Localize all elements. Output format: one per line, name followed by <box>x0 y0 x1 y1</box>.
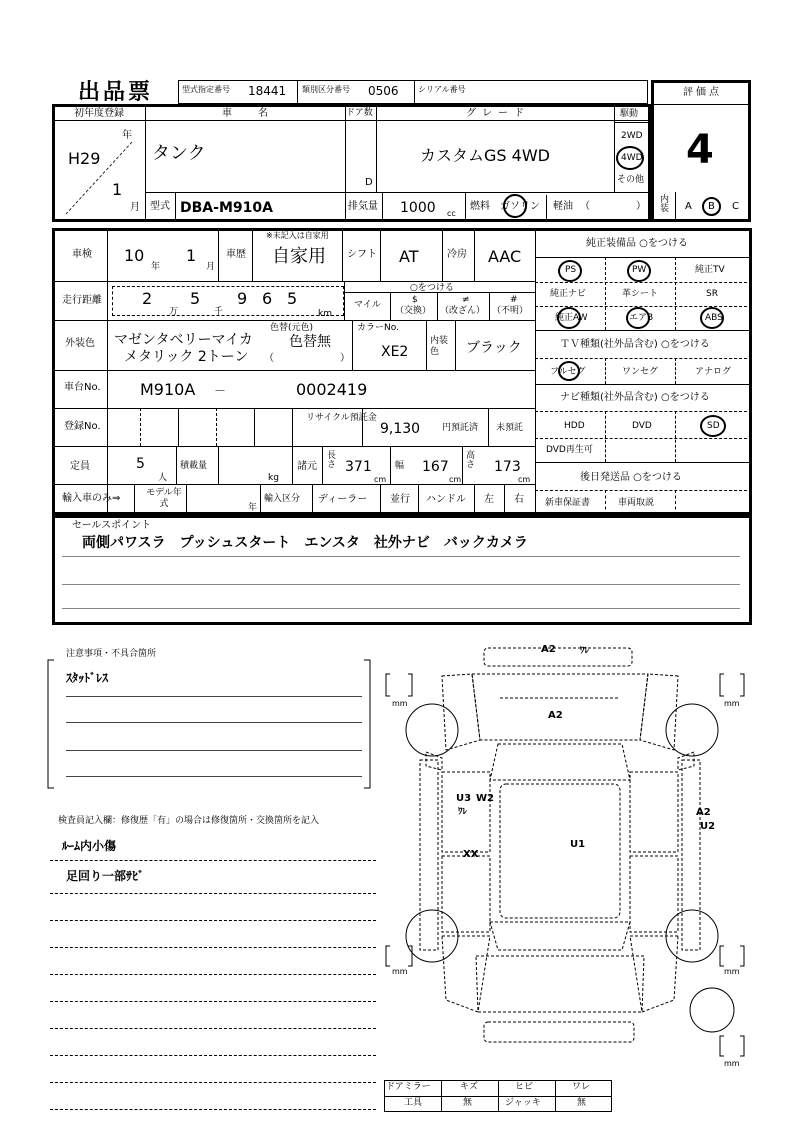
reg-year: H29 <box>68 149 101 168</box>
interior-b-circle <box>702 197 721 216</box>
mark-a2-top: A2 <box>541 644 556 655</box>
shaken-year: 10 <box>124 246 145 265</box>
model-no-label: 型式指定番号 <box>182 85 230 94</box>
mileage-digit-5: 5 <box>287 289 298 308</box>
recycle-amount: 9,130 <box>380 421 421 437</box>
reg-month: 1 <box>112 180 123 199</box>
ps-circle <box>558 260 582 282</box>
class-no: 0506 <box>368 84 399 98</box>
color-no: XE2 <box>381 344 409 360</box>
first-reg-label: 初年度登録 <box>74 108 124 119</box>
class-no-label: 類別区分番号 <box>302 85 350 94</box>
length: 371 <box>345 459 372 475</box>
pw-circle <box>627 260 651 282</box>
car-body-diagram <box>380 640 760 1080</box>
interior-color: ブラック <box>466 340 522 356</box>
mark-a2-right: A2 <box>696 807 711 818</box>
door-label: ドア数 <box>346 108 373 118</box>
ac: AAC <box>488 247 522 266</box>
chassis-prefix: M910A <box>140 380 196 399</box>
caution-text: ｽﾀｯﾄﾞﾚｽ <box>66 671 109 685</box>
score-value: 4 <box>686 127 714 173</box>
abs-circle <box>700 307 724 329</box>
inspector-line2: 足回り一部ｻﾋﾞ <box>66 869 145 883</box>
mileage-digit-1: 2 <box>142 289 153 308</box>
mark-a2-hood: A2 <box>548 710 563 721</box>
airbag-circle <box>626 307 650 329</box>
score-label: 評価点 <box>683 87 722 98</box>
drive-label: 駆動 <box>620 109 639 119</box>
history: 自家用 <box>272 246 326 267</box>
mileage-digit-2: 5 <box>190 289 201 308</box>
mark-wa-top: ﾜﾚ <box>580 646 590 656</box>
grade: カスタムGS 4WD <box>420 146 550 165</box>
serial-label: シリアル番号 <box>418 85 466 94</box>
model-no: 18441 <box>248 84 287 98</box>
drive-4wd-circle <box>616 146 644 170</box>
grade-label: グレード <box>466 108 530 119</box>
color-line2: メタリック 2トーン <box>124 349 249 365</box>
width: 167 <box>422 459 449 475</box>
chassis-no: 0002419 <box>296 380 368 399</box>
repaint: 色替無 <box>289 334 331 350</box>
height: 173 <box>494 459 521 475</box>
mileage-digit-4: 6 <box>262 289 273 308</box>
shaken-month: 1 <box>186 246 197 265</box>
mark-wa-side: ﾜﾚ <box>458 807 468 817</box>
aw-circle <box>557 307 581 329</box>
reg-date-slash <box>62 140 136 218</box>
car-name-label: 車 名 <box>222 108 270 119</box>
fuel-gasoline-circle <box>503 194 527 218</box>
shift: AT <box>399 247 419 266</box>
mark-w2: W2 <box>476 793 494 804</box>
sales-text: 両側パワスラ プッシュスタート エンスタ 社外ナビ バックカメラ <box>82 535 528 551</box>
model: DBA-M910A <box>180 200 273 216</box>
car-name: タンク <box>152 143 206 164</box>
displacement: 1000 <box>400 200 436 216</box>
inspector-line1: ﾙｰﾑ内小傷 <box>62 839 117 853</box>
mark-xx: XX <box>463 849 479 860</box>
fullseg-circle <box>558 361 580 381</box>
mark-u3: U3 <box>456 793 472 804</box>
mark-u1: U1 <box>570 839 586 850</box>
mileage-digit-3: 9 <box>237 289 248 308</box>
mark-u2: U2 <box>700 821 716 832</box>
equipment-title: 純正装備品 ○をつける <box>586 238 688 249</box>
capacity: 5 <box>136 456 145 472</box>
page-title: 出品票 <box>78 80 154 105</box>
color-line1: マゼンタベリーマイカ <box>114 332 253 348</box>
sd-circle <box>700 415 726 437</box>
